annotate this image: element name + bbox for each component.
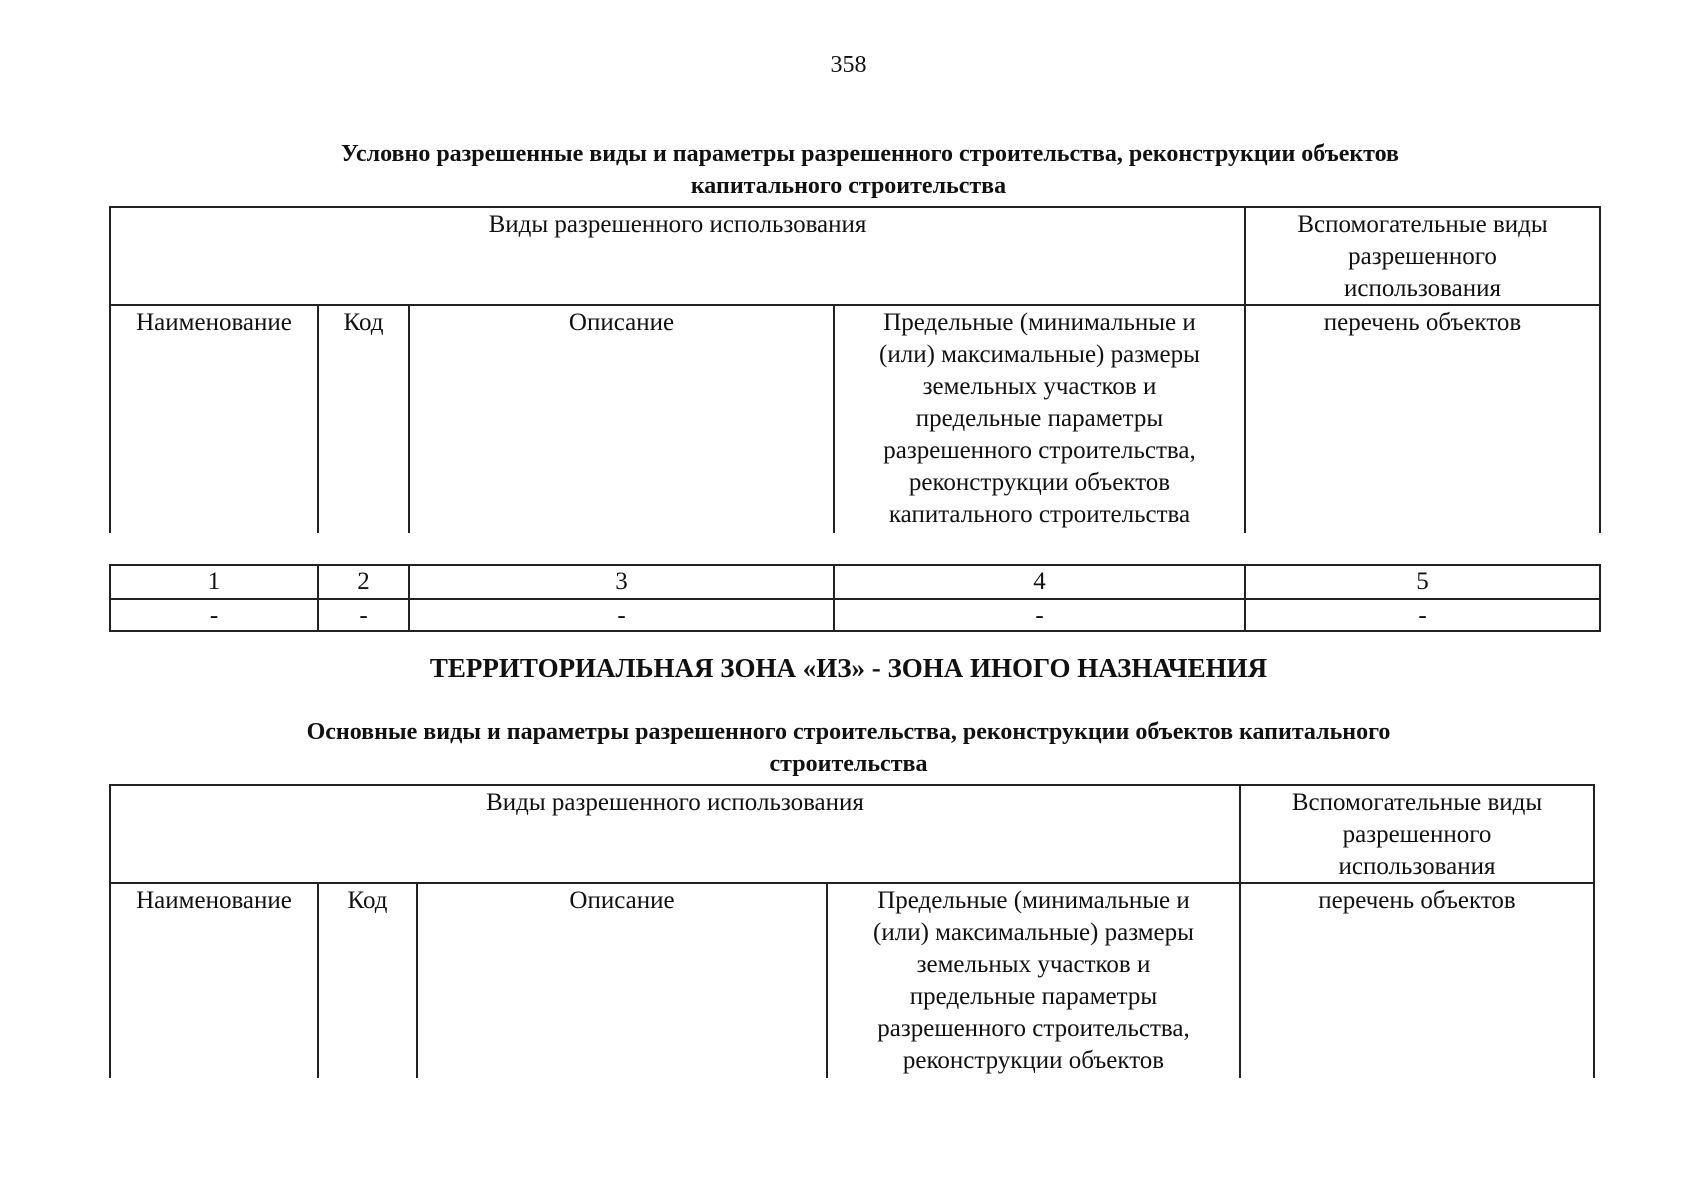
- aux-header-line: использования: [1338, 853, 1496, 880]
- aux-header-line: разрешенного: [1342, 821, 1492, 848]
- table-border-right: [1599, 206, 1601, 533]
- col-limits-line: капитального строительства: [888, 501, 1191, 528]
- section2-heading-line2: строительства: [769, 751, 928, 777]
- col-limits-line: реконструкции объектов: [902, 1047, 1165, 1074]
- section1-heading-line1: Условно разрешенные виды и параметры разрешенного строительства, реконструкции объектов: [340, 141, 1400, 167]
- table-border-right: [1599, 564, 1601, 632]
- col-objects-header: перечень объектов: [1318, 887, 1516, 914]
- col-desc-header: Описание: [568, 309, 675, 336]
- col-limits-line: предельные параметры: [915, 405, 1164, 432]
- col-code-header: Код: [343, 309, 384, 336]
- empty-value: -: [209, 602, 219, 629]
- empty-value: -: [1035, 602, 1044, 629]
- aux-header-line: Вспомогательные виды: [1291, 789, 1543, 816]
- group-header: Виды разрешенного использования: [488, 211, 867, 238]
- section1-heading: [0, 138, 1697, 202]
- col-limits-line: предельные параметры: [909, 983, 1158, 1010]
- col-limits-line: (или) максимальные) размеры: [879, 341, 1200, 368]
- section2-heading: [0, 716, 1697, 780]
- col-limits-line: (или) максимальные) размеры: [873, 919, 1194, 946]
- aux-header: [1241, 787, 1593, 883]
- col-name-header: Наименование: [136, 887, 292, 914]
- aux-header-line: разрешенного: [1348, 243, 1497, 270]
- col-limits-line: разрешенного строительства,: [883, 437, 1196, 464]
- table-border-left: [109, 206, 111, 533]
- zone-title: ТЕРРИТОРИАЛЬНАЯ ЗОНА «ИЗ» - ЗОНА ИНОГО НАЗНАЧЕНИЯ: [429, 653, 1268, 683]
- column-number: 2: [357, 568, 370, 595]
- col-limits-line: разрешенного строительства,: [877, 1015, 1190, 1042]
- col-limits-header: [835, 307, 1244, 531]
- aux-header-line: Вспомогательные виды: [1297, 211, 1548, 238]
- empty-value: -: [359, 602, 368, 629]
- col-limits-header: [828, 885, 1239, 1077]
- table-border-left: [109, 784, 111, 1078]
- col-limits-line: Предельные (минимальные и: [883, 309, 1196, 336]
- column-number: 1: [207, 568, 221, 595]
- col-limits-line: земельных участков и: [916, 951, 1151, 978]
- col-desc-header: Описание: [569, 887, 675, 914]
- col-limits-line: реконструкции объектов: [908, 469, 1171, 496]
- empty-value: -: [617, 602, 626, 629]
- aux-header: [1246, 209, 1599, 305]
- group-header: Виды разрешенного использования: [486, 789, 864, 816]
- aux-header-line: использования: [1344, 275, 1501, 302]
- col-name-header: Наименование: [136, 309, 292, 336]
- section2-heading-line1: Основные виды и параметры разрешенного строительства, реконструкции объектов капитального: [306, 719, 1391, 745]
- col-objects-header: перечень объектов: [1323, 309, 1522, 336]
- section1-heading-line2: капитального строительства: [690, 173, 1007, 199]
- column-number: 3: [615, 568, 628, 595]
- column-number: 5: [1416, 568, 1429, 595]
- table-border-right: [1593, 784, 1595, 1078]
- column-number: 4: [1033, 568, 1046, 595]
- table-border-top: [109, 206, 1601, 208]
- col-code-header: Код: [347, 887, 388, 914]
- col-limits-line: Предельные (минимальные и: [877, 887, 1190, 914]
- table-border-top: [109, 784, 1595, 786]
- page-number: 358: [830, 52, 867, 78]
- empty-value: -: [1418, 602, 1427, 629]
- col-limits-line: земельных участков и: [922, 373, 1157, 400]
